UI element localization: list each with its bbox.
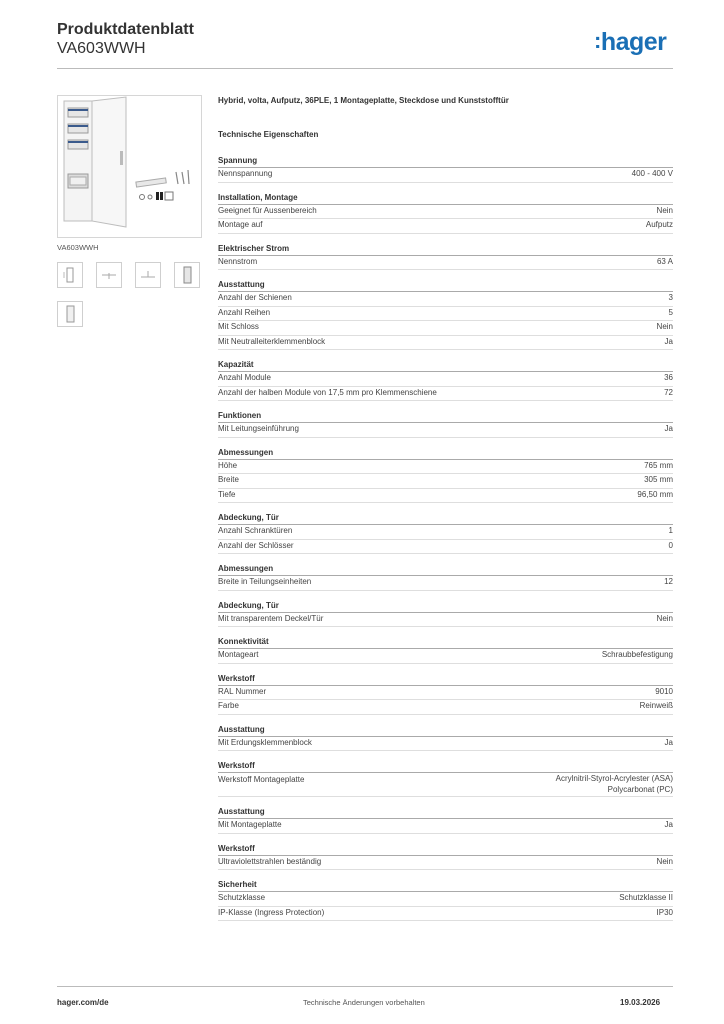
section-title: Kapazität [218, 359, 673, 372]
spec-value: Nein [656, 613, 673, 623]
thumbnail-5[interactable] [57, 301, 83, 327]
section-title: Werkstoff [218, 843, 673, 856]
section-title: Abmessungen [218, 563, 673, 576]
spec-label: Nennspannung [218, 169, 273, 178]
spec-label: Werkstoff Montageplatte [218, 775, 305, 784]
hager-logo: :hager [594, 28, 667, 56]
page-title: Produktdatenblatt [57, 21, 194, 38]
spec-value: 9010 [655, 686, 673, 696]
spec-value: 0 [668, 540, 673, 550]
product-code: VA603WWH [57, 40, 146, 57]
spec-row [218, 321, 673, 336]
spec-value: Schutzklasse II [619, 893, 673, 902]
section-title: Elektrischer Strom [218, 243, 673, 256]
spec-value: IP30 [656, 907, 673, 917]
spec-label: Breite in Teilungseinheiten [218, 577, 312, 586]
wall-mount-icon [58, 263, 82, 287]
product-description: Hybrid, volta, Aufputz, 36PLE, 1 Montageplatte, Steckdose und Kunststofftür [218, 96, 509, 105]
spec-value: 96,50 mm [637, 489, 673, 499]
spec-value: 63 A [656, 256, 673, 266]
spec-label: Tiefe [218, 489, 236, 499]
spec-row [218, 423, 673, 438]
spec-label: Mit Erdungsklemmenblock [218, 737, 312, 747]
spec-label: Montage auf [218, 220, 263, 229]
spec-row [218, 613, 673, 628]
spec-label: Ultraviolettstrahlen beständig [218, 856, 322, 866]
specification-table [218, 155, 673, 921]
spec-label: Anzahl Schranktüren [218, 526, 293, 535]
spec-row [218, 700, 673, 715]
spec-row [218, 460, 673, 475]
spec-row [218, 773, 673, 797]
technical-properties-heading: Technische Eigenschaften [218, 130, 319, 139]
spec-row [218, 336, 673, 351]
footer-date: 19.03.2026 [620, 998, 661, 1007]
spec-label: Montageart [218, 650, 259, 659]
section-title: Installation, Montage [218, 192, 673, 205]
spec-row [218, 205, 673, 220]
spec-value: Aufputz [645, 220, 673, 229]
spec-value: 1 [668, 526, 673, 535]
spec-value: 305 mm [644, 475, 673, 484]
spec-row [218, 387, 673, 402]
spec-value: 12 [664, 577, 673, 586]
section-title: Ausstattung [218, 806, 673, 819]
spec-value: Ja [664, 336, 673, 346]
section-title: Funktionen [218, 410, 673, 423]
header-divider [57, 68, 673, 69]
dimension-drawing-icon [136, 263, 160, 287]
thumbnail-4[interactable] [174, 262, 200, 288]
thumbnail-3[interactable] [135, 262, 161, 288]
spec-row [218, 307, 673, 322]
spec-value: Ja [664, 737, 673, 747]
cabinet-door-icon [58, 302, 82, 326]
spec-row [218, 737, 673, 752]
spec-value-line: Acrylnitril-Styrol-Acrylester (ASA) [555, 774, 673, 783]
section-title: Spannung [218, 155, 673, 168]
spec-label: Mit Schloss [218, 322, 259, 331]
spec-value: 72 [664, 387, 673, 397]
spec-row [218, 489, 673, 504]
product-image [57, 95, 202, 238]
spec-value: 3 [668, 293, 673, 302]
spec-row [218, 474, 673, 489]
spec-value: 765 mm [644, 460, 673, 470]
spec-value: 400 - 400 V [631, 169, 673, 178]
spec-label: Schutzklasse [218, 893, 266, 902]
spec-label: Anzahl Module [218, 373, 271, 382]
section-title: Werkstoff [218, 673, 673, 686]
spec-row [218, 892, 673, 907]
spec-label: Anzahl der Schienen [218, 293, 292, 302]
spec-value: Ja [664, 820, 673, 829]
spec-label: Farbe [218, 701, 239, 710]
section-title: Ausstattung [218, 279, 673, 292]
section-title: Konnektivität [218, 636, 673, 649]
spec-value [556, 774, 673, 795]
spec-row [218, 168, 673, 183]
image-caption: VA603WWH [57, 243, 99, 252]
spec-value: Ja [664, 424, 673, 433]
spec-label: RAL Nummer [218, 686, 267, 696]
spec-row [218, 540, 673, 555]
section-title: Ausstattung [218, 724, 673, 737]
dimension-drawing-icon [97, 263, 121, 287]
spec-label: Anzahl der halben Module von 17,5 mm pro Klemmenschiene [218, 387, 437, 397]
spec-row [218, 686, 673, 701]
spec-row [218, 576, 673, 591]
spec-label: Nennstrom [218, 256, 258, 266]
spec-label: Anzahl Reihen [218, 307, 271, 317]
spec-label: Mit Leitungseinführung [218, 424, 299, 433]
section-title: Werkstoff [218, 760, 673, 773]
spec-row [218, 907, 673, 922]
footer-disclaimer: Technische Änderungen vorbehalten [303, 998, 425, 1007]
logo-text: hager [600, 28, 667, 56]
spec-value: Reinweiß [639, 701, 673, 710]
thumbnail-2[interactable] [96, 262, 122, 288]
spec-row [218, 649, 673, 664]
footer-divider [57, 986, 673, 987]
cabinet-front-icon [175, 263, 199, 287]
spec-label: Mit transparentem Deckel/Tür [218, 613, 324, 623]
spec-value: Nein [656, 205, 673, 215]
section-title: Abdeckung, Tür [218, 600, 673, 613]
spec-label: Mit Neutralleiterklemmenblock [218, 336, 326, 346]
spec-label: Anzahl der Schlösser [218, 540, 294, 550]
spec-value: Nein [656, 322, 673, 331]
thumbnail-1[interactable] [57, 262, 83, 288]
spec-value: Nein [656, 856, 673, 866]
spec-row [218, 819, 673, 834]
spec-label: Breite [218, 475, 239, 484]
spec-label: Mit Montageplatte [218, 820, 282, 829]
spec-value: Schraubbefestigung [601, 650, 673, 659]
spec-label: IP-Klasse (Ingress Protection) [218, 907, 325, 917]
footer-website: hager.com/de [57, 998, 109, 1007]
section-title: Abdeckung, Tür [218, 512, 673, 525]
spec-label: Geeignet für Aussenbereich [218, 205, 317, 215]
spec-value-line: Polycarbonat (PC) [607, 784, 673, 794]
spec-row [218, 219, 673, 234]
section-title: Sicherheit [218, 879, 673, 892]
spec-row [218, 856, 673, 871]
section-title: Abmessungen [218, 447, 673, 460]
spec-row [218, 525, 673, 540]
distribution-cabinet-illustration [58, 96, 201, 237]
spec-label: Höhe [218, 460, 238, 470]
spec-value: 5 [668, 307, 673, 317]
spec-value: 36 [664, 373, 673, 382]
spec-row [218, 292, 673, 307]
spec-row [218, 256, 673, 271]
spec-row [218, 372, 673, 387]
